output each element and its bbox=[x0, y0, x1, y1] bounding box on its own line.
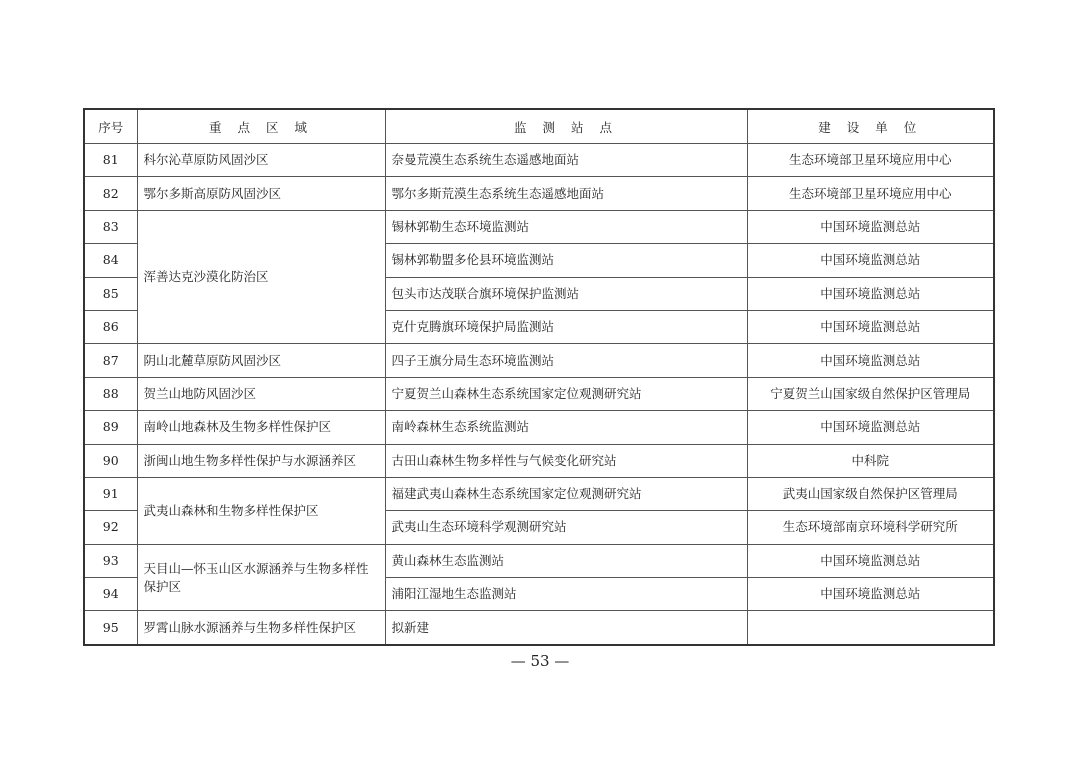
table-row bbox=[84, 544, 994, 577]
construction-unit: 中科院 bbox=[747, 444, 994, 477]
construction-unit: 中国环境监测总站 bbox=[747, 344, 994, 377]
table-row bbox=[84, 344, 994, 377]
key-zone: 浙闽山地生物多样性保护与水源涵养区 bbox=[137, 444, 385, 477]
row-number: 92 bbox=[84, 511, 137, 544]
row-number: 86 bbox=[84, 310, 137, 343]
construction-unit: 宁夏贺兰山国家级自然保护区管理局 bbox=[747, 377, 994, 410]
row-number: 82 bbox=[84, 177, 137, 210]
monitoring-station: 福建武夷山森林生态系统国家定位观测研究站 bbox=[385, 477, 747, 510]
key-zone: 武夷山森林和生物多样性保护区 bbox=[137, 477, 385, 544]
construction-unit: 生态环境部南京环境科学研究所 bbox=[747, 511, 994, 544]
monitoring-station: 浦阳江湿地生态监测站 bbox=[385, 578, 747, 611]
table-row bbox=[84, 411, 994, 444]
row-number: 95 bbox=[84, 611, 137, 645]
row-number: 93 bbox=[84, 544, 137, 577]
row-number: 94 bbox=[84, 578, 137, 611]
key-zone: 浑善达克沙漠化防治区 bbox=[137, 210, 385, 344]
row-number: 84 bbox=[84, 244, 137, 277]
table-row bbox=[84, 477, 994, 510]
row-number: 89 bbox=[84, 411, 137, 444]
monitoring-station: 南岭森林生态系统监测站 bbox=[385, 411, 747, 444]
key-zone: 南岭山地森林及生物多样性保护区 bbox=[137, 411, 385, 444]
construction-unit: 中国环境监测总站 bbox=[747, 578, 994, 611]
monitoring-station: 黄山森林生态监测站 bbox=[385, 544, 747, 577]
key-zone: 阴山北麓草原防风固沙区 bbox=[137, 344, 385, 377]
header-number: 序号 bbox=[84, 109, 137, 144]
construction-unit: 中国环境监测总站 bbox=[747, 411, 994, 444]
table-header-row bbox=[84, 109, 994, 144]
monitoring-station: 克什克腾旗环境保护局监测站 bbox=[385, 310, 747, 343]
row-number: 83 bbox=[84, 210, 137, 243]
construction-unit: 中国环境监测总站 bbox=[747, 544, 994, 577]
key-zone: 罗霄山脉水源涵养与生物多样性保护区 bbox=[137, 611, 385, 645]
monitoring-station-table bbox=[83, 108, 995, 646]
monitoring-station: 鄂尔多斯荒漠生态系统生态遥感地面站 bbox=[385, 177, 747, 210]
table-row bbox=[84, 210, 994, 243]
key-zone: 天目山—怀玉山区水源涵养与生物多样性保护区 bbox=[137, 544, 385, 611]
table-row bbox=[84, 377, 994, 410]
header-key-zone: 重 点 区 域 bbox=[137, 109, 385, 144]
table-row bbox=[84, 444, 994, 477]
construction-unit: 武夷山国家级自然保护区管理局 bbox=[747, 477, 994, 510]
monitoring-station: 锡林郭勒生态环境监测站 bbox=[385, 210, 747, 243]
table-row bbox=[84, 177, 994, 210]
row-number: 81 bbox=[84, 144, 137, 177]
construction-unit: 中国环境监测总站 bbox=[747, 277, 994, 310]
header-construction-unit: 建 设 单 位 bbox=[747, 109, 994, 144]
construction-unit: 中国环境监测总站 bbox=[747, 310, 994, 343]
table-row bbox=[84, 611, 994, 645]
header-monitoring-station: 监 测 站 点 bbox=[385, 109, 747, 144]
monitoring-station: 锡林郭勒盟多伦县环境监测站 bbox=[385, 244, 747, 277]
construction-unit: 中国环境监测总站 bbox=[747, 210, 994, 243]
monitoring-station: 武夷山生态环境科学观测研究站 bbox=[385, 511, 747, 544]
monitoring-station-table-container bbox=[83, 108, 993, 646]
key-zone: 科尔沁草原防风固沙区 bbox=[137, 144, 385, 177]
monitoring-station: 四子王旗分局生态环境监测站 bbox=[385, 344, 747, 377]
row-number: 90 bbox=[84, 444, 137, 477]
construction-unit: 生态环境部卫星环境应用中心 bbox=[747, 177, 994, 210]
row-number: 85 bbox=[84, 277, 137, 310]
monitoring-station: 包头市达茂联合旗环境保护监测站 bbox=[385, 277, 747, 310]
key-zone: 贺兰山地防风固沙区 bbox=[137, 377, 385, 410]
row-number: 88 bbox=[84, 377, 137, 410]
row-number: 87 bbox=[84, 344, 137, 377]
key-zone: 鄂尔多斯高原防风固沙区 bbox=[137, 177, 385, 210]
table-row bbox=[84, 144, 994, 177]
row-number: 91 bbox=[84, 477, 137, 510]
monitoring-station: 奈曼荒漠生态系统生态遥感地面站 bbox=[385, 144, 747, 177]
construction-unit: 中国环境监测总站 bbox=[747, 244, 994, 277]
construction-unit bbox=[747, 611, 994, 645]
construction-unit: 生态环境部卫星环境应用中心 bbox=[747, 144, 994, 177]
monitoring-station: 古田山森林生物多样性与气候变化研究站 bbox=[385, 444, 747, 477]
page-number: — 53 — bbox=[510, 652, 570, 670]
monitoring-station: 拟新建 bbox=[385, 611, 747, 645]
monitoring-station: 宁夏贺兰山森林生态系统国家定位观测研究站 bbox=[385, 377, 747, 410]
